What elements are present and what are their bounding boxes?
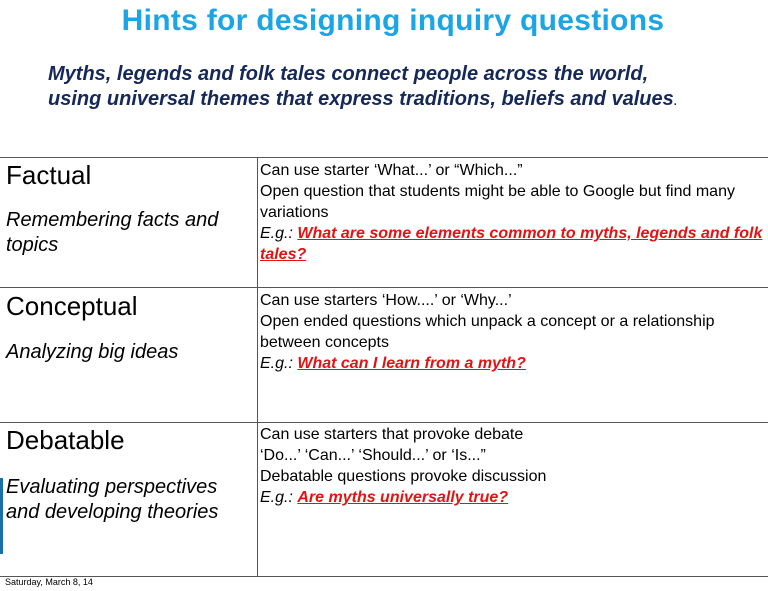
row-detail-debatable: [260, 424, 766, 508]
detail-line: Can use starters that provoke debate: [260, 426, 524, 443]
row-heading-debatable: Debatable: [6, 425, 125, 455]
left-accent-bar: [0, 478, 3, 554]
row-detail-factual: [260, 160, 766, 265]
slide-title: Hints for designing inquiry questions: [121, 4, 665, 37]
example-line: [260, 487, 766, 508]
row-divider-1: [0, 287, 768, 288]
row-detail-conceptual: [260, 290, 766, 374]
subtitle-text: Myths, legends and folk tales connect people across the world, using universal themes that express traditions, beliefs and values: [48, 63, 674, 110]
row-heading-conceptual: Conceptual: [6, 291, 138, 321]
example-label: E.g.:: [260, 225, 293, 242]
example-question: What are some elements common to myths, legends and folk tales?: [260, 225, 763, 263]
detail-line: Can use starters ‘How....’ or ‘Why...’: [260, 292, 512, 309]
row-description-factual: Remembering facts and topics: [6, 209, 219, 256]
subtitle-period: .: [673, 96, 677, 108]
detail-line: Can use starter ‘What...’ or “Which...”: [260, 162, 523, 179]
example-label: E.g.:: [260, 489, 293, 506]
example-line: [260, 353, 766, 374]
example-line: [260, 223, 766, 265]
detail-line: Open ended questions which unpack a concept or a relationship between concepts: [260, 313, 715, 351]
footer-date: Saturday, March 8, 14: [5, 577, 93, 587]
table-top-border: [0, 157, 768, 158]
row-description-conceptual: Analyzing big ideas: [6, 341, 179, 363]
row-divider-2: [0, 422, 768, 423]
example-label: E.g.:: [260, 355, 293, 372]
detail-line: Open question that students might be able to Google but find many variations: [260, 183, 735, 221]
example-question: Are myths universally true?: [297, 489, 509, 506]
table-bottom-border: [0, 576, 768, 577]
column-divider: [257, 157, 258, 577]
row-description-debatable: Evaluating perspectives and developing theories: [6, 476, 219, 523]
example-question: What can I learn from a myth?: [297, 355, 526, 372]
row-heading-factual: Factual: [6, 160, 92, 190]
detail-line: ‘Do...’ ‘Can...’ ‘Should...’ or ‘Is...”: [260, 447, 486, 464]
slide-subtitle: [48, 62, 688, 115]
detail-line: Debatable questions provoke discussion: [260, 468, 547, 485]
